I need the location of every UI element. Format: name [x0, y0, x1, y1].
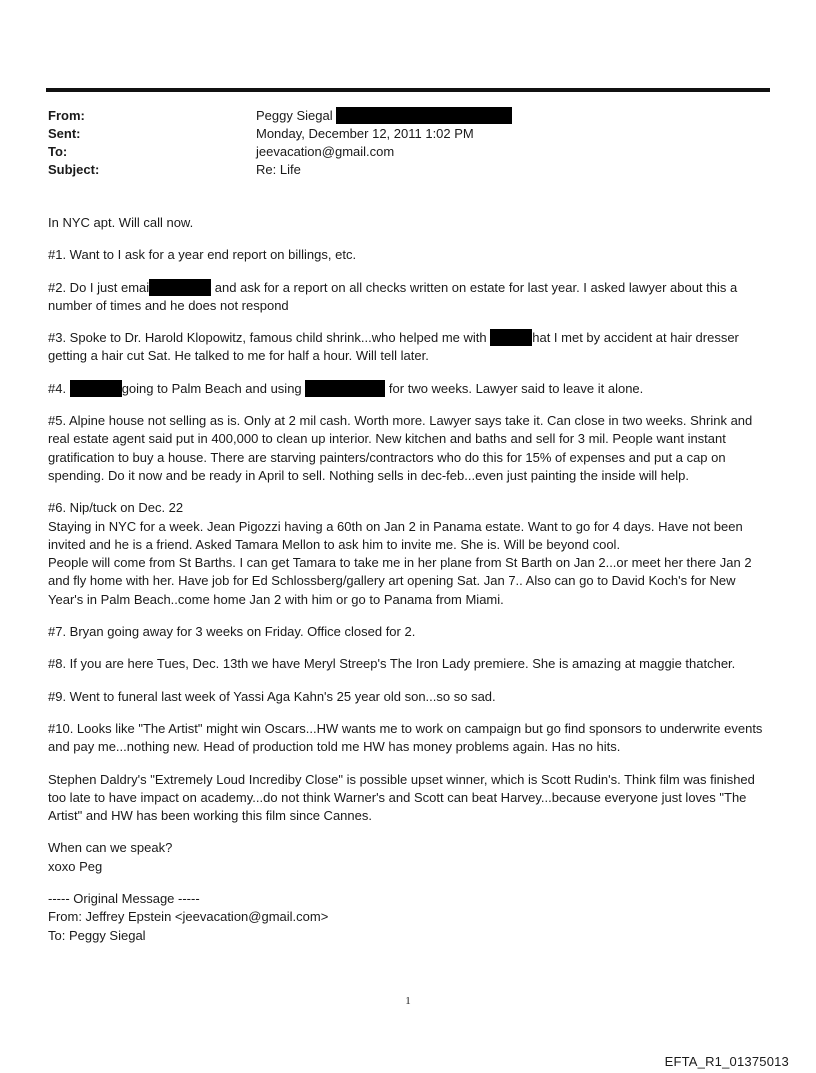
paragraph: #4. going to Palm Beach and using for two weeks. Lawyer said to leave it alone. [48, 380, 644, 396]
from-label: From: [48, 108, 85, 123]
header-rule [46, 88, 770, 92]
subject-value: Re: Life [256, 162, 301, 177]
redaction-box [336, 107, 512, 124]
paragraph: #8. If you are here Tues, Dec. 13th we have Meryl Streep's The Iron Lady premiere. She is amazing at maggie thatcher. [48, 656, 736, 672]
paragraph: Stephen Daldry's "Extremely Loud Incrediby Close" is possible upset winner, which is Scott Rudin's. Think film was finished too late to have impact on academy...do not think Warner's and Scott can beat Harvey...because everyone just loves "The Artist" and HW has been working this film since Cannes. [48, 771, 755, 824]
redaction-box [490, 329, 532, 346]
page-number: 1 [405, 995, 411, 1007]
subject-label: Subject: [48, 162, 100, 177]
paragraph: #9. Went to funeral last week of Yassi Aga Kahn's 25 year old son...so so sad. [48, 688, 496, 704]
redaction-box [305, 380, 385, 397]
from-value: Peggy Siegal [256, 107, 512, 125]
paragraph: #6. Nip/tuck on Dec. 22 Staying in NYC for a week. Jean Pigozzi having a 60th on Jan 2 in Panama estate. Want to go for 4 days. Have not been invited and he is a friend. Asked Tamara Mellon to ask him to invite me. She is. Will be beyond cool. People will come from St Barths. I can get Tamara to take me in her plane from St Barth on Jan 2...or meet her there Jan 2 and fly home with her. Have job for Ed Schlossberg/gallery art opening Sat. Jan 7.. Also can go to David Koch's for New Year's in Palm Beach..come home Jan 2 with him or go to Panama from Miami. [48, 500, 752, 607]
document-id: EFTA_R1_01375013 [664, 1054, 789, 1069]
original-message-header: ----- Original Message ----- [48, 891, 200, 907]
original-to: To: Peggy Siegal [48, 927, 146, 943]
signoff: When can we speak? xoxo Peg [48, 840, 173, 874]
to-label: To: [48, 144, 68, 159]
paragraph: #7. Bryan going away for 3 weeks on Friday. Office closed for 2. [48, 624, 416, 640]
sent-label: Sent: [48, 126, 81, 141]
original-from: From: Jeffrey Epstein <jeevacation@gmail.com> [48, 909, 329, 925]
to-value: jeevacation@gmail.com [256, 144, 395, 159]
paragraph: In NYC apt. Will call now. [48, 215, 194, 230]
paragraph: #3. Spoke to Dr. Harold Klopowitz, famous child shrink...who helped me with hat I met by accident at hair dresser getting a hair cut Sat. He talked to me for half a hour. Will tell later. [48, 330, 739, 364]
paragraph: #5. Alpine house not selling as is. Only at 2 mil cash. Worth more. Lawyer says take it. Can close in two weeks. Shrink and real estate agent said put in 400,000 to clean up interior. New kitchen and baths and sell for 3 mil. People want instant gratification to buy a house. There are starving painters/contractors who do this for 15% of expenses and put a cap on spending. Do it now and be ready in April to sell. Nothing sells in dec-feb...even just painting the inside will help. [48, 413, 753, 483]
redaction-box [149, 279, 211, 296]
sent-value: Monday, December 12, 2011 1:02 PM [256, 126, 474, 141]
redaction-box [70, 380, 122, 397]
paragraph: #2. Do I just emai and ask for a report on all checks written on estate for last year. I asked lawyer about this a number of times and he does not respond [48, 279, 738, 313]
paragraph: #1. Want to I ask for a year end report on billings, etc. [48, 247, 357, 263]
email-body [48, 214, 768, 945]
paragraph: #10. Looks like "The Artist" might win Oscars...HW wants me to work on campaign but go find sponsors to underwrite events and pay me...nothing new. Head of production told me HW has money problems again. Has no hits. [48, 720, 763, 755]
